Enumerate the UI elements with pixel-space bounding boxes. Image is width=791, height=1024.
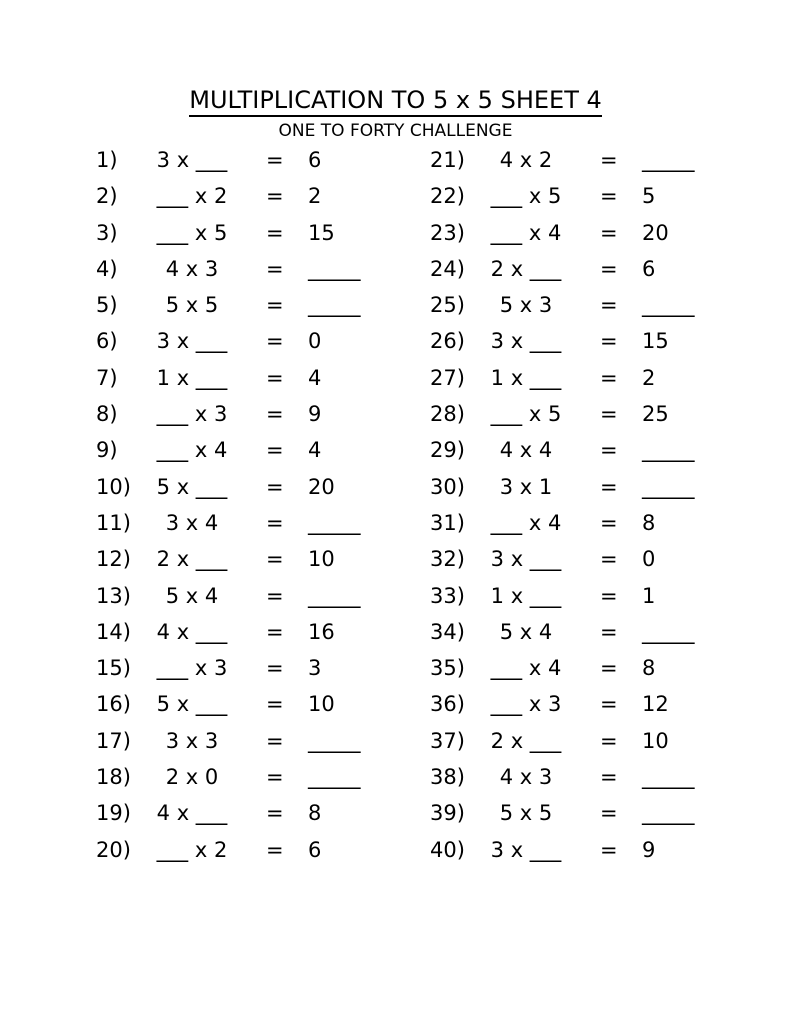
problem-expression: 3 x 3 <box>165 728 219 753</box>
problem-number: 37) <box>430 728 465 753</box>
problem-number: 3) <box>96 220 118 245</box>
problem-expression: 5 x 5 <box>499 801 553 826</box>
problem-expression: 2 x ___ <box>490 728 562 753</box>
equals-sign: = <box>600 837 618 862</box>
problem-row <box>96 251 456 287</box>
problem-expression: 5 x ___ <box>156 474 228 499</box>
problem-row <box>96 832 456 868</box>
equals-sign: = <box>266 402 284 427</box>
equals-sign: = <box>600 256 618 281</box>
problem-answer: 6 <box>642 256 656 281</box>
problem-row <box>96 396 456 432</box>
problem-answer: 25 <box>642 402 669 427</box>
problem-number: 21) <box>430 148 465 172</box>
problem-expression: 5 x 3 <box>499 293 553 318</box>
problem-answer: _____ <box>308 765 361 790</box>
problem-answer: _____ <box>642 438 695 463</box>
problem-row <box>96 723 456 759</box>
problem-row <box>430 759 790 795</box>
problem-row <box>430 360 790 396</box>
problem-row <box>96 614 456 650</box>
problem-number: 18) <box>96 765 131 790</box>
problem-row <box>96 215 456 251</box>
problem-number: 17) <box>96 728 131 753</box>
equals-sign: = <box>600 402 618 427</box>
equals-sign: = <box>266 656 284 681</box>
problem-row <box>430 323 790 359</box>
problem-answer: _____ <box>642 801 695 826</box>
problem-answer: _____ <box>308 510 361 535</box>
equals-sign: = <box>600 692 618 717</box>
problem-expression: 1 x ___ <box>490 365 562 390</box>
problem-answer: 8 <box>308 801 322 826</box>
equals-sign: = <box>600 293 618 318</box>
problem-number: 32) <box>430 547 465 572</box>
problem-expression: ___ x 4 <box>490 220 562 245</box>
problem-expression: 3 x ___ <box>490 547 562 572</box>
problem-row <box>96 432 456 468</box>
problem-answer: 0 <box>308 329 322 354</box>
problem-row <box>96 505 456 541</box>
problem-expression: ___ x 4 <box>156 438 228 463</box>
problem-row <box>430 178 790 214</box>
problem-answer: 4 <box>308 438 322 463</box>
problem-answer: _____ <box>308 256 361 281</box>
problem-row <box>430 432 790 468</box>
problem-expression: 5 x 4 <box>499 619 553 644</box>
problem-number: 12) <box>96 547 131 572</box>
problem-expression: 4 x 2 <box>499 148 553 172</box>
equals-sign: = <box>266 837 284 862</box>
equals-sign: = <box>266 256 284 281</box>
problem-expression: 1 x ___ <box>156 365 228 390</box>
problem-answer: 15 <box>642 329 669 354</box>
equals-sign: = <box>600 148 618 172</box>
problem-row <box>96 686 456 722</box>
problem-number: 7) <box>96 365 118 390</box>
problem-expression: 3 x 4 <box>165 510 219 535</box>
problem-row <box>430 795 790 831</box>
equals-sign: = <box>266 148 284 172</box>
problem-expression: 3 x 1 <box>499 474 553 499</box>
problem-row <box>430 142 790 178</box>
problem-answer: _____ <box>642 765 695 790</box>
equals-sign: = <box>266 365 284 390</box>
problem-answer: 8 <box>642 656 656 681</box>
problem-number: 39) <box>430 801 465 826</box>
problem-row <box>96 541 456 577</box>
equals-sign: = <box>266 184 284 209</box>
problem-row <box>96 178 456 214</box>
equals-sign: = <box>266 728 284 753</box>
equals-sign: = <box>266 474 284 499</box>
problem-number: 10) <box>96 474 131 499</box>
problem-expression: 4 x 3 <box>165 256 219 281</box>
equals-sign: = <box>600 619 618 644</box>
problem-answer: 2 <box>308 184 322 209</box>
problem-number: 15) <box>96 656 131 681</box>
page-title <box>0 84 791 116</box>
problem-expression: ___ x 5 <box>490 184 562 209</box>
problem-row <box>96 469 456 505</box>
equals-sign: = <box>266 547 284 572</box>
equals-sign: = <box>600 438 618 463</box>
equals-sign: = <box>600 184 618 209</box>
problems-column-right <box>430 142 790 868</box>
problem-expression: ___ x 3 <box>156 402 228 427</box>
problem-number: 31) <box>430 510 465 535</box>
problem-answer: 9 <box>642 837 656 862</box>
problem-answer: _____ <box>642 148 695 172</box>
problem-number: 35) <box>430 656 465 681</box>
problem-row <box>430 287 790 323</box>
problem-number: 36) <box>430 692 465 717</box>
problem-expression: 5 x ___ <box>156 692 228 717</box>
equals-sign: = <box>600 220 618 245</box>
problem-row <box>430 614 790 650</box>
equals-sign: = <box>266 619 284 644</box>
problem-number: 11) <box>96 510 131 535</box>
problem-expression: 5 x 5 <box>165 293 219 318</box>
problem-answer: 15 <box>308 220 335 245</box>
problem-row <box>430 650 790 686</box>
problem-answer: _____ <box>642 619 695 644</box>
equals-sign: = <box>266 801 284 826</box>
problem-expression: 2 x ___ <box>156 547 228 572</box>
problem-answer: 10 <box>642 728 669 753</box>
problem-answer: 9 <box>308 402 322 427</box>
problem-answer: 2 <box>642 365 656 390</box>
problem-answer: 10 <box>308 547 335 572</box>
problem-expression: ___ x 4 <box>490 510 562 535</box>
equals-sign: = <box>266 510 284 535</box>
problem-answer: _____ <box>308 293 361 318</box>
problem-expression: 1 x ___ <box>490 583 562 608</box>
problem-number: 30) <box>430 474 465 499</box>
problem-number: 2) <box>96 184 118 209</box>
problem-number: 16) <box>96 692 131 717</box>
problem-number: 4) <box>96 256 118 281</box>
problem-answer: 6 <box>308 148 322 172</box>
problem-number: 28) <box>430 402 465 427</box>
equals-sign: = <box>600 801 618 826</box>
problem-number: 6) <box>96 329 118 354</box>
problem-expression: 3 x ___ <box>490 837 562 862</box>
problem-answer: 3 <box>308 656 322 681</box>
problem-row <box>430 251 790 287</box>
problem-row <box>430 396 790 432</box>
problem-answer: _____ <box>308 728 361 753</box>
problem-number: 23) <box>430 220 465 245</box>
problem-number: 33) <box>430 583 465 608</box>
problems-column-left <box>96 142 456 868</box>
equals-sign: = <box>266 293 284 318</box>
problem-number: 27) <box>430 365 465 390</box>
problem-answer: 20 <box>642 220 669 245</box>
equals-sign: = <box>266 220 284 245</box>
problem-row <box>430 505 790 541</box>
equals-sign: = <box>600 547 618 572</box>
problem-number: 14) <box>96 619 131 644</box>
problem-expression: ___ x 3 <box>490 692 562 717</box>
problem-answer: 4 <box>308 365 322 390</box>
equals-sign: = <box>266 329 284 354</box>
problem-expression: 2 x 0 <box>165 765 219 790</box>
problem-row <box>430 723 790 759</box>
problem-number: 1) <box>96 148 118 172</box>
problem-row <box>96 578 456 614</box>
equals-sign: = <box>600 329 618 354</box>
problem-row <box>96 650 456 686</box>
problem-answer: 16 <box>308 619 335 644</box>
problem-number: 8) <box>96 402 118 427</box>
problem-row <box>430 686 790 722</box>
problem-row <box>430 541 790 577</box>
problem-row <box>96 759 456 795</box>
equals-sign: = <box>266 583 284 608</box>
problem-expression: 4 x 4 <box>499 438 553 463</box>
equals-sign: = <box>266 692 284 717</box>
page-subtitle: ONE TO FORTY CHALLENGE <box>278 121 513 141</box>
problem-answer: 20 <box>308 474 335 499</box>
problem-answer: 8 <box>642 510 656 535</box>
problem-answer: 0 <box>642 547 656 572</box>
problem-expression: 2 x ___ <box>490 256 562 281</box>
problem-expression: 3 x ___ <box>490 329 562 354</box>
problem-expression: 4 x ___ <box>156 801 228 826</box>
problem-number: 22) <box>430 184 465 209</box>
problem-number: 19) <box>96 801 131 826</box>
problem-number: 38) <box>430 765 465 790</box>
equals-sign: = <box>600 583 618 608</box>
equals-sign: = <box>600 510 618 535</box>
problem-answer: _____ <box>642 474 695 499</box>
problem-row <box>96 323 456 359</box>
problem-expression: 3 x ___ <box>156 329 228 354</box>
problem-answer: 1 <box>642 583 656 608</box>
problem-number: 20) <box>96 837 131 862</box>
problem-row <box>430 832 790 868</box>
problem-expression: ___ x 5 <box>490 402 562 427</box>
page-title-text: MULTIPLICATION TO 5 x 5 SHEET 4 <box>189 86 602 117</box>
problem-expression: ___ x 4 <box>490 656 562 681</box>
problem-row <box>96 142 456 178</box>
problem-number: 26) <box>430 329 465 354</box>
problem-number: 24) <box>430 256 465 281</box>
problem-number: 34) <box>430 619 465 644</box>
problem-row <box>96 795 456 831</box>
problem-number: 29) <box>430 438 465 463</box>
equals-sign: = <box>600 365 618 390</box>
problem-expression: 3 x ___ <box>156 148 228 172</box>
equals-sign: = <box>266 438 284 463</box>
problem-row <box>430 469 790 505</box>
problem-expression: 4 x ___ <box>156 619 228 644</box>
problem-expression: ___ x 2 <box>156 837 228 862</box>
equals-sign: = <box>600 474 618 499</box>
equals-sign: = <box>600 728 618 753</box>
equals-sign: = <box>266 765 284 790</box>
problem-row <box>96 287 456 323</box>
problem-row <box>96 360 456 396</box>
problem-answer: 6 <box>308 837 322 862</box>
problem-answer: 10 <box>308 692 335 717</box>
problem-expression: 4 x 3 <box>499 765 553 790</box>
problem-expression: ___ x 2 <box>156 184 228 209</box>
equals-sign: = <box>600 765 618 790</box>
problem-row <box>430 578 790 614</box>
problem-answer: 5 <box>642 184 656 209</box>
problem-number: 9) <box>96 438 118 463</box>
problem-answer: _____ <box>642 293 695 318</box>
problem-number: 25) <box>430 293 465 318</box>
problem-row <box>430 215 790 251</box>
problem-answer: 12 <box>642 692 669 717</box>
problem-number: 40) <box>430 837 465 862</box>
problem-number: 5) <box>96 293 118 318</box>
problem-expression: 5 x 4 <box>165 583 219 608</box>
equals-sign: = <box>600 656 618 681</box>
problem-number: 13) <box>96 583 131 608</box>
problem-expression: ___ x 5 <box>156 220 228 245</box>
problem-expression: ___ x 3 <box>156 656 228 681</box>
problem-answer: _____ <box>308 583 361 608</box>
